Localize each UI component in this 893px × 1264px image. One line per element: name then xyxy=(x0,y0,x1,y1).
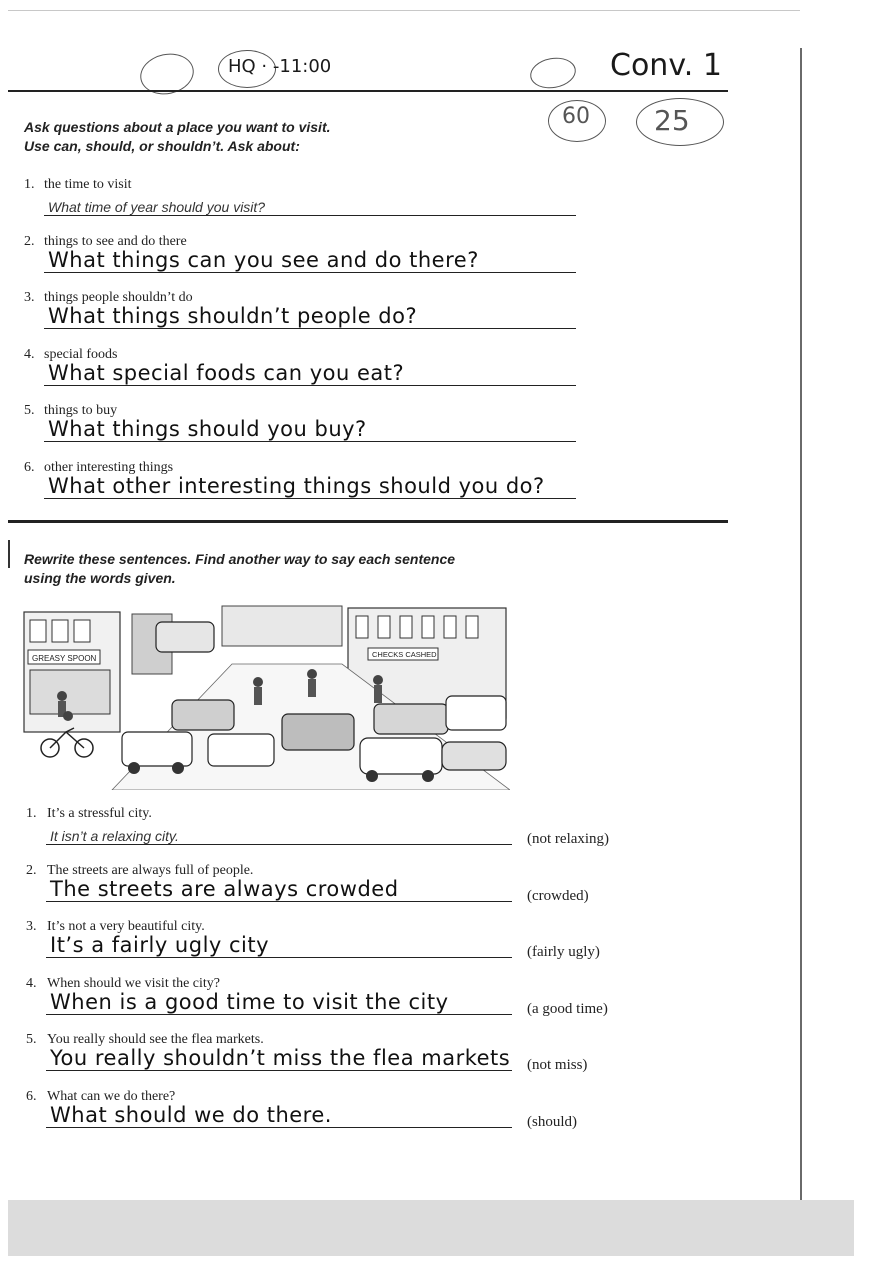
item-number: 5. xyxy=(26,1032,37,1047)
item-prompt: The streets are always full of people. xyxy=(47,862,254,878)
car xyxy=(208,734,274,766)
answer-line xyxy=(44,215,576,216)
answer-line xyxy=(44,498,576,499)
handwritten-answer: What special foods can you eat? xyxy=(48,360,405,385)
word-cue: (fairly ugly) xyxy=(527,944,600,960)
car xyxy=(446,696,506,730)
word-cue: (crowded) xyxy=(527,887,589,904)
handwritten-answer: What should we do there. xyxy=(50,1102,332,1127)
handwritten-label: Conv. 1 xyxy=(610,48,722,83)
item-number: 6. xyxy=(26,1088,37,1104)
item-number: 4. xyxy=(26,975,37,991)
item-prompt: When should we visit the city? xyxy=(47,975,221,991)
item-prompt: What can we do there? xyxy=(47,1088,176,1104)
item-prompt: other interesting things xyxy=(44,459,174,475)
handwritten-answer: What things can you see and do there? xyxy=(48,247,479,272)
word-cue: (not miss) xyxy=(527,1057,588,1073)
item-prompt: things to see and do there xyxy=(44,233,187,249)
handwritten-answer: It’s a fairly ugly city xyxy=(50,933,270,957)
instruction-line: Rewrite these sentences. Find another way to say each sentence xyxy=(24,551,456,567)
item-number: 1. xyxy=(26,806,37,821)
answer-line xyxy=(46,957,512,958)
answer-line xyxy=(44,441,576,442)
car xyxy=(282,714,354,750)
score-b: 25 xyxy=(654,104,690,137)
item-prompt: things to buy xyxy=(44,403,118,418)
section2-instruction xyxy=(24,550,455,588)
model-answer: It isn’t a relaxing city. xyxy=(50,828,179,844)
scan-shadow xyxy=(8,1200,854,1256)
instruction-line: using the words given. xyxy=(24,570,176,586)
item-prompt: It’s a stressful city. xyxy=(47,806,152,821)
item-number: 4. xyxy=(24,346,35,362)
car xyxy=(172,700,234,730)
item-number: 2. xyxy=(24,233,35,249)
item-prompt: special foods xyxy=(44,346,118,362)
car xyxy=(360,738,442,774)
page-edge xyxy=(800,48,802,1200)
answer-line xyxy=(46,1070,512,1071)
sign-left-text: GREASY SPOON xyxy=(32,654,97,663)
section-divider xyxy=(8,520,728,523)
answer-line xyxy=(46,1127,512,1128)
answer-line xyxy=(46,901,512,902)
handwritten-answer: When is a good time to visit the city xyxy=(50,989,449,1014)
instruction-line: Use can, should, or shouldn’t. Ask about: xyxy=(24,138,300,154)
city-street-illustration xyxy=(22,604,510,790)
answer-line xyxy=(46,1014,512,1015)
item-number: 2. xyxy=(26,862,37,878)
item-number: 3. xyxy=(24,290,35,305)
car xyxy=(122,732,192,766)
handwritten-answer: The streets are always crowded xyxy=(50,876,399,901)
car xyxy=(442,742,506,770)
handwritten-answer: What things should you buy? xyxy=(48,417,367,441)
item-number: 1. xyxy=(24,177,35,192)
margin-mark xyxy=(8,540,10,568)
section1-instruction xyxy=(24,118,331,156)
item-prompt: You really should see the flea markets. xyxy=(47,1032,264,1047)
handwritten-answer: What other interesting things should you do? xyxy=(48,473,545,498)
word-cue: (not relaxing) xyxy=(527,831,610,847)
car xyxy=(374,704,448,734)
item-number: 6. xyxy=(24,459,35,475)
word-cue: (a good time) xyxy=(527,1000,608,1017)
item-prompt: the time to visit xyxy=(44,177,132,192)
answer-line xyxy=(46,844,512,845)
score-a: 60 xyxy=(562,104,590,129)
car xyxy=(156,622,214,652)
instruction-line: Ask questions about a place you want to visit. xyxy=(24,119,331,135)
sign-right-text: CHECKS CASHED xyxy=(372,650,437,659)
handwritten-code: HQ · -11:00 xyxy=(228,56,332,77)
handwritten-answer: What things shouldn’t people do? xyxy=(48,304,418,328)
item-number: 3. xyxy=(26,919,37,934)
word-cue: (should) xyxy=(527,1113,577,1130)
header-rule xyxy=(8,90,728,92)
item-prompt: It’s not a very beautiful city. xyxy=(47,919,205,934)
answer-line xyxy=(44,328,576,329)
handwritten-answer: You really shouldn’t miss the flea markets xyxy=(50,1046,511,1070)
model-answer: What time of year should you visit? xyxy=(48,199,266,215)
item-number: 5. xyxy=(24,403,35,418)
answer-line xyxy=(44,385,576,386)
item-prompt: things people shouldn’t do xyxy=(44,290,193,305)
answer-line xyxy=(44,272,576,273)
